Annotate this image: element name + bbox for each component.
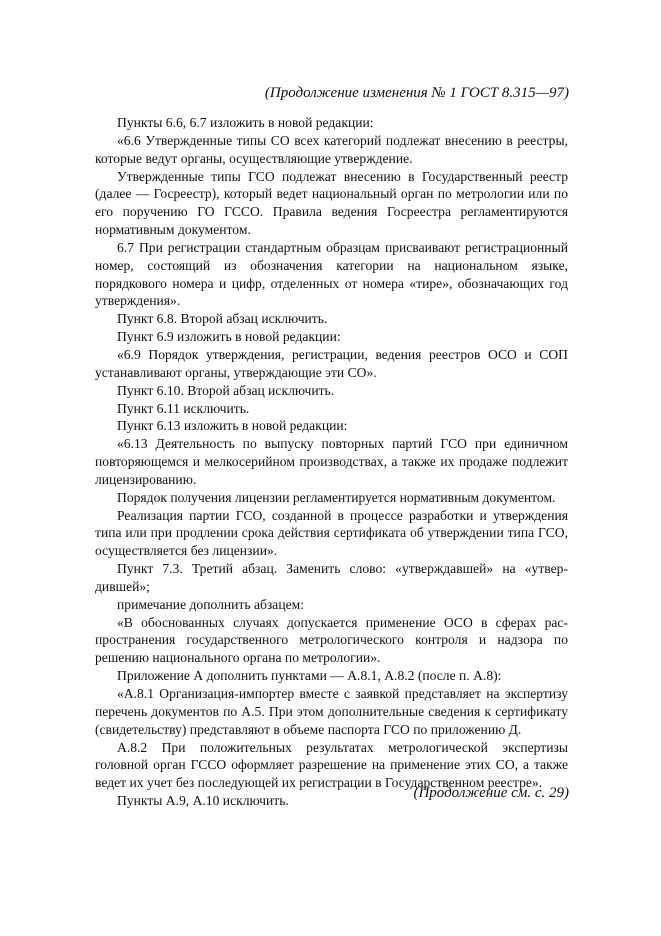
paragraph: Пункт 6.13 изложить в новой редакции: (117, 418, 348, 434)
paragraph: А.8.2 При положительных результатах метрологической экспертизы головной орган ГССО оформляет разрешение на применение этих СО, а также ведет их учет без последующей их регистрации в Государственном реестре». (95, 739, 568, 791)
paragraph: «6.13 Деятельность по выпуску повторных партий ГСО при единичном повторяющемся и мелкосерийном производствах, а также их продаже подлежит лицензированию. (95, 436, 568, 487)
paragraph: Пункт 6.9 изложить в новой редакции: (117, 329, 341, 345)
paragraph: Пункт 6.11 исключить. (117, 400, 250, 416)
paragraph: Утвержденные типы ГСО подлежат внесению в Государственный реестр (далее — Госреестр), который ведет национальный орган по метрологии или по его поручению ГО ГССО. Правила ведения Госреестра регламентируются нормативным документом. (95, 168, 568, 238)
continuation-footer: (Продолжение см. с. 29) (413, 785, 569, 801)
paragraph: Пункты А.9, А.10 исключить. (117, 793, 289, 809)
paragraph: Пункт 6.10. Второй абзац исключить. (117, 382, 335, 398)
paragraph: Реализация партии ГСО, созданной в процессе разработки и утверждения типа или при продлении срока действия сертификата об утверждении типа ГСО, осуществляется без лицензии». (95, 507, 568, 559)
paragraph: Пункт 6.8. Второй абзац исключить. (117, 311, 328, 327)
paragraph: 6.7 При регистрации стандартным образцам присваивают регистрационный номер, состоящий из обозначения категории на национальном языке, порядкового номера и цифр, отделенных от номера «тире», обозначающих год утверждения». (95, 239, 568, 309)
paragraph: «А.8.1 Организация-импортер вместе с заявкой представляет на экспертизу перечень документов по А.5. При этом дополнительные сведения к сертификату (свидетельству) представляют в объеме паспорта ГСО по приложению Д. (95, 686, 568, 737)
paragraph: Пункт 7.3. Третий абзац. Заменить слово: «утверждавшей» на «утвердившей»; (95, 561, 568, 594)
paragraph: примечание дополнить абзацем: (117, 596, 305, 612)
continuation-header: (Продолжение изменения № 1 ГОСТ 8.315—97) (264, 85, 569, 101)
paragraph: «В обоснованных случаях допускается применение ОСО в сферах распространения государственного метрологического контроля и надзора по решению национального органа по метрологии». (95, 614, 568, 666)
paragraph: «6.6 Утвержденные типы СО всех категорий подлежат внесению в реестры, которые ведут органы, осуществляющие утверждение. (95, 132, 568, 166)
paragraph: Порядок получения лицензии регламентируется нормативным документом. (117, 489, 556, 505)
paragraph: «6.9 Порядок утверждения, регистрации, ведения реестров ОСО и СОП устанавливают органы, утверждающие эти СО». (95, 346, 568, 380)
paragraph: Пункты 6.6, 6.7 изложить в новой редакции: (117, 115, 374, 130)
paragraph: Приложение А дополнить пунктами — А.8.1, А.8.2 (после п. А.8): (117, 668, 502, 684)
document-body (95, 114, 568, 810)
